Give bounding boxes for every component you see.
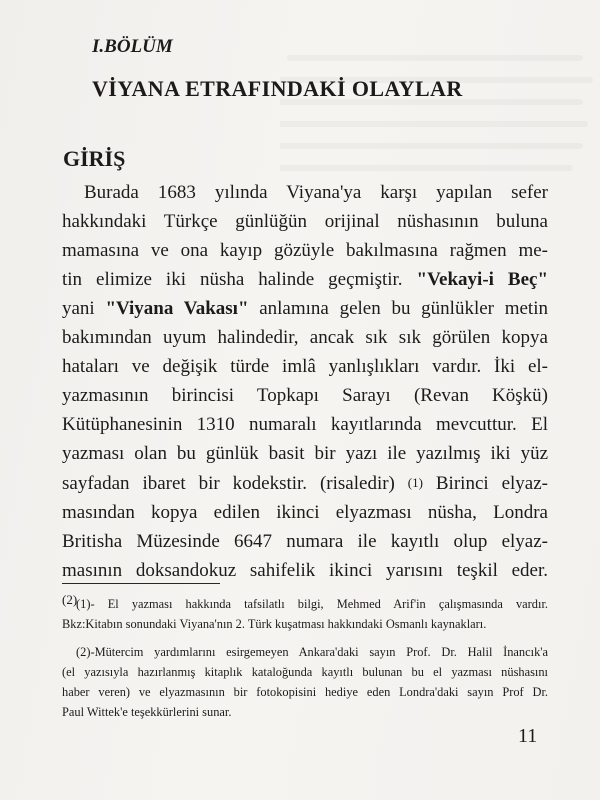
body-line: mamasına ve ona kayıp gözüyle bakılmasına rağmen me- <box>62 240 548 261</box>
page-number: 11 <box>518 725 538 747</box>
footnote-reference-1: (1) <box>407 475 423 490</box>
body-text-run: anlamına gelen bu günlükler metin <box>248 298 548 319</box>
footnote-2 <box>62 642 548 722</box>
body-line <box>62 265 548 294</box>
body-line <box>62 468 548 498</box>
body-line: yazmasının birincisi Topkapı Sarayı (Revan Köşkü) <box>62 385 548 406</box>
footnote-reference-2-text: (2) <box>62 592 78 607</box>
body-text-run: yani <box>62 298 106 319</box>
body-text-run: Birinci elyaz- <box>422 473 548 494</box>
body-line: bakımından uyum halindedir, ancak sık sık görülen kopya <box>62 327 548 348</box>
chapter-label: I.BÖLÜM <box>92 36 173 57</box>
footnotes <box>62 594 548 730</box>
body-line: masından kopya edilen ikinci elyazması nüsha, Londra <box>62 502 548 523</box>
body-line: Kütüphanesinin 1310 numaralı kayıtlarında mevcuttur. El <box>62 414 548 435</box>
section-title: GİRİŞ <box>63 146 126 171</box>
body-line: Burada 1683 yılında Viyana'ya karşı yapılan sefer <box>84 182 548 203</box>
body-line <box>62 294 548 323</box>
body-line: hakkındaki Türkçe günlüğün orijinal nüshasının buluna <box>62 211 548 232</box>
body-paragraph <box>62 178 548 615</box>
bold-term-vekayi-i-bec: "Vekayi-i Beç" <box>416 269 549 290</box>
body-line: Britisha Müzesinde 6647 numara ile kayıtlı olup elyaz- <box>62 531 548 552</box>
body-line: masının doksandokuz sahifelik ikinci yarısını teşkil eder. <box>62 560 548 581</box>
footnote-line: Bkz:Kitabın sonundaki Viyana'nın 2. Türk kuşatması hakkındaki Osmanlı kaynakları. <box>62 617 487 631</box>
footnote-line: (el yazısıyla hazırlanmış kitaplık kataloğunda kayıtlı bulunan bu el yazması nüshasını <box>62 665 548 679</box>
footnote-divider <box>62 583 220 584</box>
footnote-line: (1)- El yazması hakkında tafsilatlı bilgi, Mehmed Arif'in çalışmasında vardır. <box>76 597 548 611</box>
footnote-1 <box>62 594 548 634</box>
chapter-title: VİYANA ETRAFINDAKİ OLAYLAR <box>92 76 463 101</box>
footnote-line: haber veren) ve elyazmasının bir fotokopisini hediye eden Londra'daki sayın Prof Dr. <box>62 685 548 699</box>
body-text-run: tin elimize iki nüsha halinde geçmiştir. <box>62 269 417 290</box>
footnote-line: Paul Wittek'e teşekkürlerini sunar. <box>62 705 232 719</box>
body-line: yazması olan bu günlük basit bir yazı ile yazılmış iki yüz <box>62 443 548 464</box>
bold-term-viyana-vakasi: "Viyana Vakası" <box>105 298 249 319</box>
body-text-run: sayfadan ibaret bir kodekstir. (risaledir) <box>62 473 408 494</box>
body-line: hataları ve değişik türde imlâ yanlışlıkları vardır. İki el- <box>62 356 548 377</box>
footnote-line: (2)-Mütercim yardımlarını esirgemeyen Ankara'daki sayın Prof. Dr. Halil İnancık'a <box>76 645 548 659</box>
